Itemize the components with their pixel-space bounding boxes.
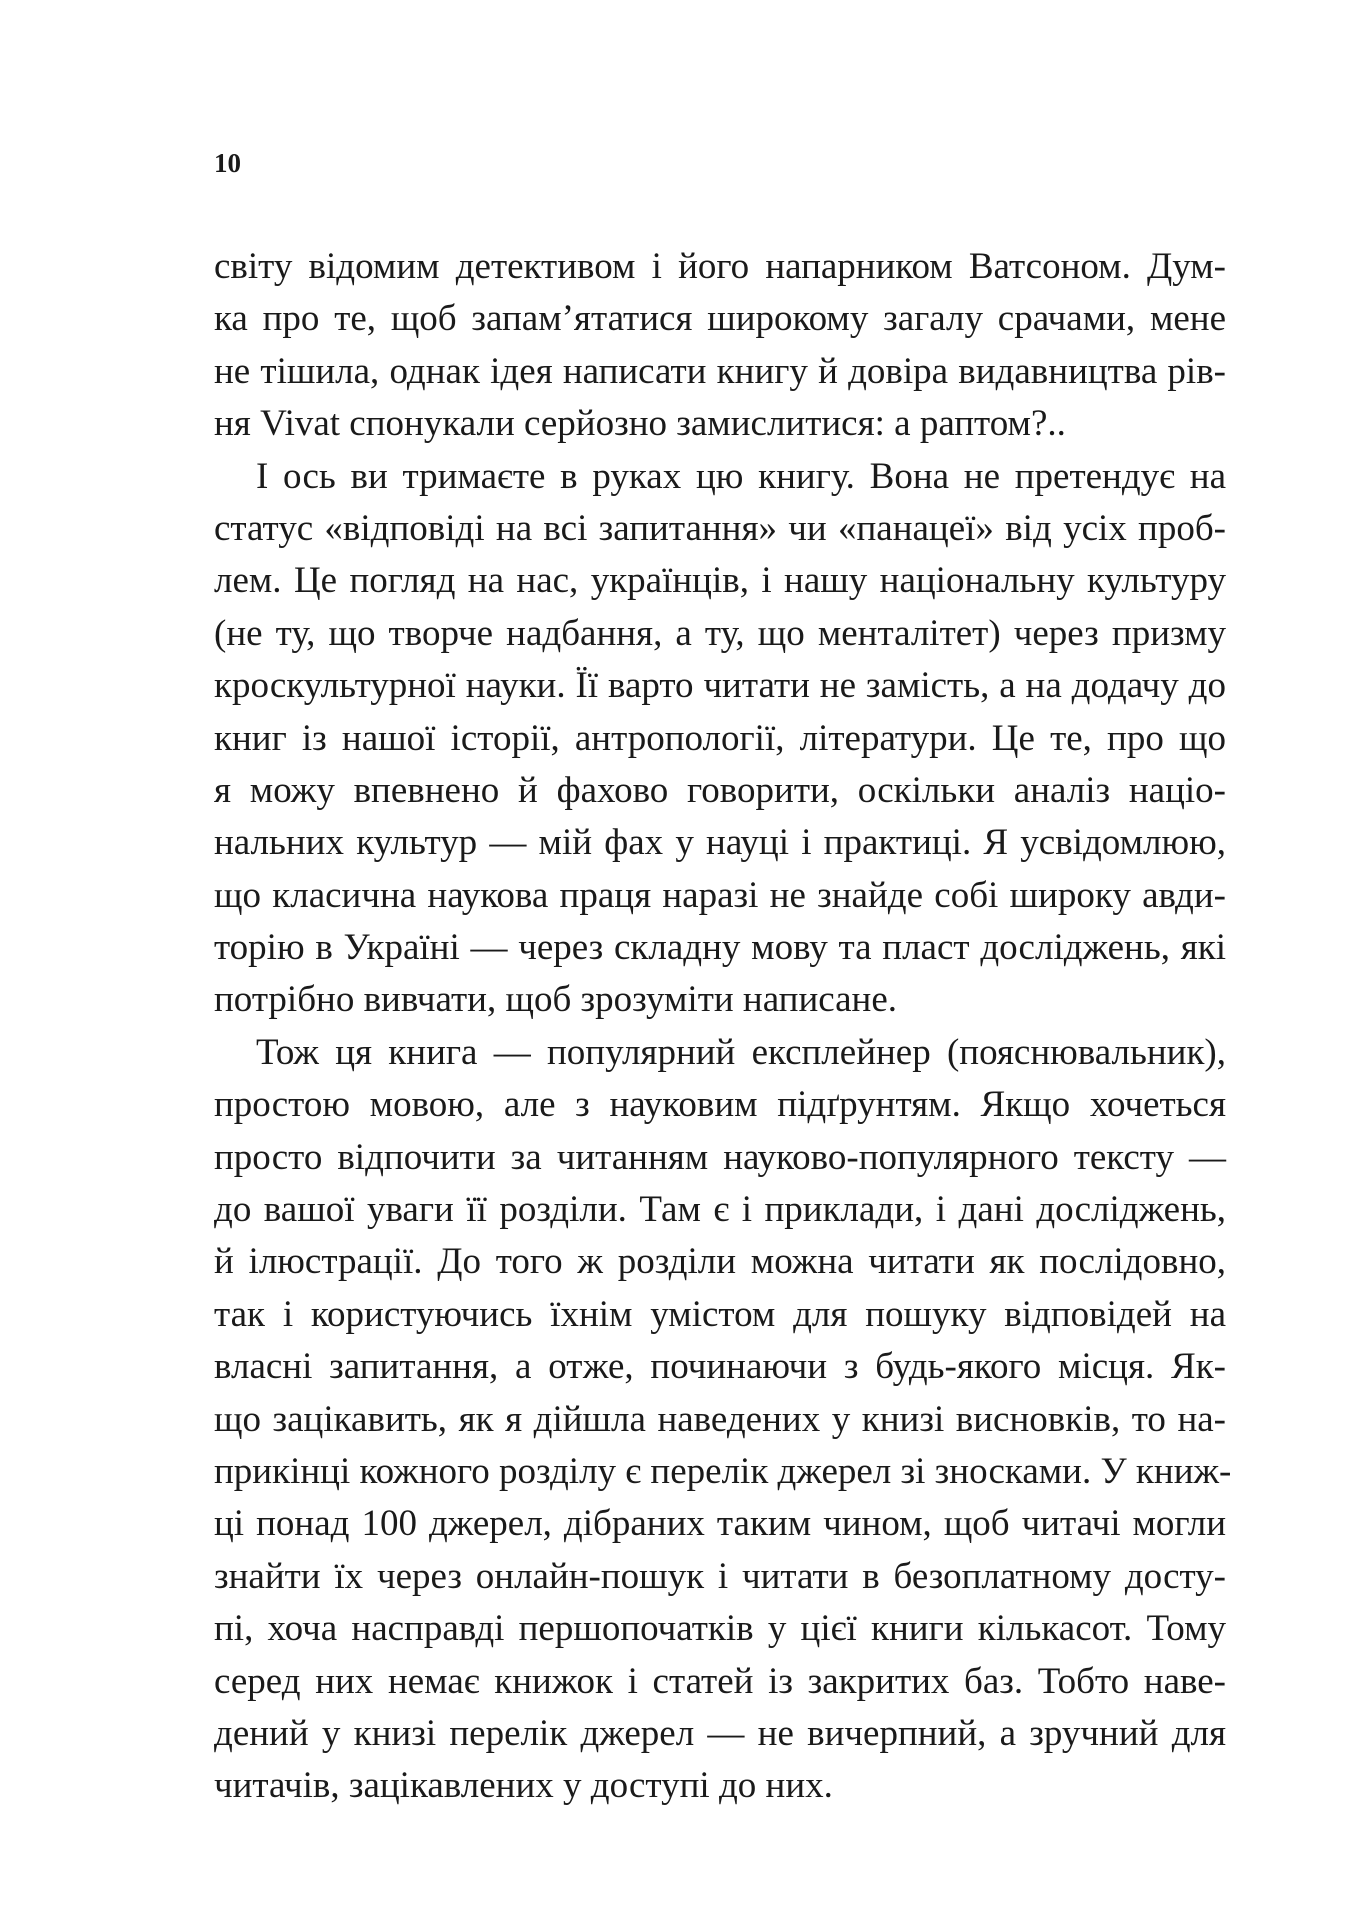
text-line: й ілюстрації. До того ж розділи можна читати як послідовно,	[214, 1241, 1226, 1283]
text-line: так і користуючись їхнім умістом для пошуку відповідей на	[214, 1293, 1226, 1335]
text-line: лем. Це погляд на нас, українців, і нашу національну культуру	[214, 560, 1226, 602]
text-line: власні запитання, а отже, починаючи з будь-якого місця. Як-	[214, 1346, 1226, 1388]
text-line: книг із нашої історії, антропології, літератури. Це те, про що	[214, 717, 1226, 759]
text-line: І ось ви тримаєте в руках цю книгу. Вона не претендує на	[256, 455, 1226, 497]
text-line: ці понад 100 джерел, дібраних таким чином, щоб читачі могли	[214, 1503, 1226, 1545]
text-line: що класична наукова праця наразі не знайде собі широку авди-	[214, 874, 1226, 916]
page-number: 10	[214, 148, 241, 178]
text-line: ка про те, щоб запам’ятатися широкому загалу срачами, мене	[214, 298, 1226, 340]
text-line: статус «відповіді на всі запитання» чи «панацеї» від усіх проб-	[214, 507, 1226, 549]
text-line: потрібно вивчати, щоб зрозуміти написане.	[214, 979, 898, 1021]
text-line: знайти їх через онлайн-пошук і читати в безоплатному досту-	[214, 1555, 1226, 1597]
text-line: кроскультурної науки. Її варто читати не замість, а на додачу до	[214, 665, 1226, 707]
text-line: прикінці кожного розділу є перелік джерел зі зносками. У книж-	[214, 1450, 1232, 1492]
paragraph	[214, 451, 1226, 1027]
text-line: простою мовою, але з науковим підґрунтям. Якщо хочеться	[214, 1084, 1226, 1126]
text-line: світу відомим детективом і його напарником Ватсоном. Дум-	[214, 246, 1226, 287]
text-line: не тішила, однак ідея написати книгу й довіра видавництва рів-	[214, 350, 1226, 392]
text-line: я можу впевнено й фахово говорити, оскільки аналіз націо-	[214, 769, 1226, 811]
text-line: пі, хоча насправді першопочатків у цієї книги кількасот. Тому	[214, 1608, 1226, 1650]
text-line: Тож ця книга — популярний експлейнер (пояснювальник),	[256, 1031, 1226, 1073]
text-line: до вашої уваги її розділи. Там є і приклади, і дані досліджень,	[214, 1189, 1226, 1231]
text-line: дений у книзі перелік джерел — не вичерпний, а зручний для	[214, 1712, 1226, 1754]
text-line: читачів, зацікавлених у доступі до них.	[214, 1765, 833, 1807]
text-line: торію в Україні — через складну мову та пласт досліджень, які	[214, 927, 1226, 969]
text-line: ня Vivat спонукали серйозно замислитися: а раптом?..	[214, 403, 1066, 445]
text-line: просто відпочити за читанням науково-популярного тексту —	[214, 1136, 1226, 1178]
paragraph	[214, 1027, 1232, 1813]
text-line: серед них немає книжок і статей із закритих баз. Тобто наве-	[214, 1660, 1226, 1702]
text-line: нальних культур — мій фах у науці і практиці. Я усвідомлюю,	[214, 822, 1226, 864]
paragraph	[214, 241, 1226, 451]
text-line: (не ту, що творче надбання, а ту, що менталітет) через призму	[214, 612, 1226, 654]
text-line: що зацікавить, як я дійшла наведених у книзі висновків, то на-	[214, 1398, 1226, 1440]
body-text	[214, 241, 1232, 1813]
